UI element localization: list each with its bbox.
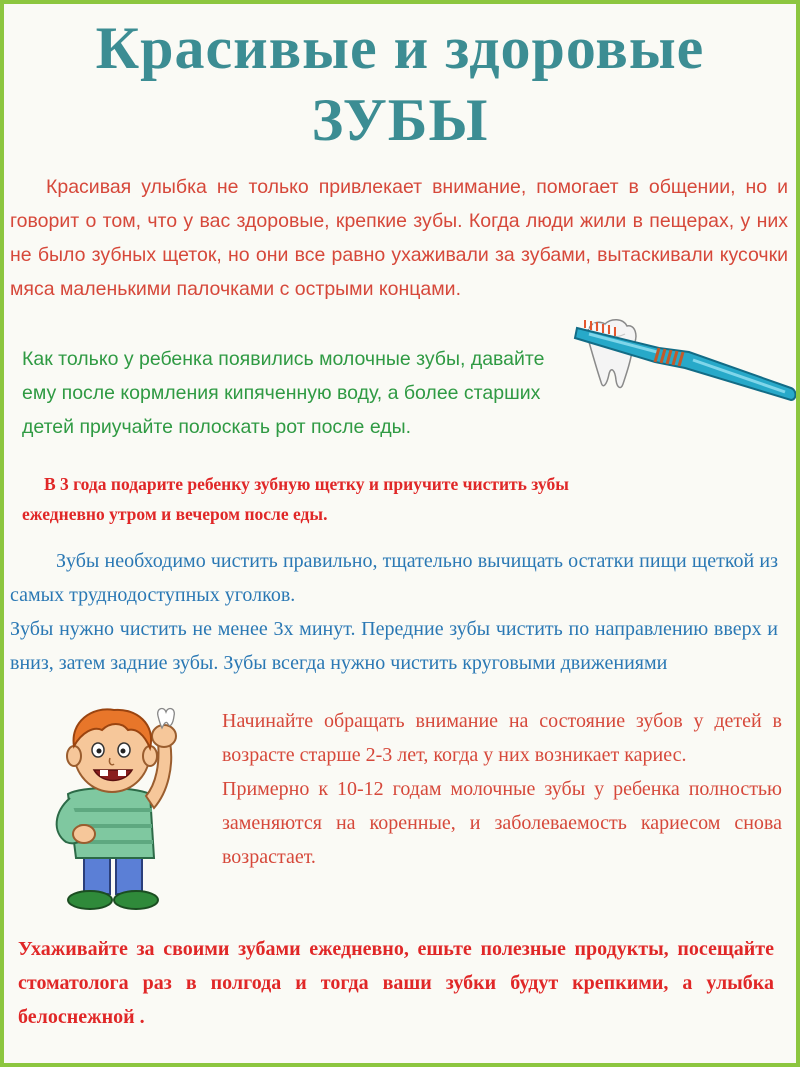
caries-line-2: Примерно к 10-12 годам молочные зубы у ребенка полностью заменяются на коренные, и заболеваемость кариесом снова возрастает. <box>222 778 782 868</box>
toothbrush-advice-line-1: В 3 года подарите ребенку зубную щетку и приучите чистить зубы <box>44 474 569 494</box>
caries-line-1: Начинайте обращать внимание на состояние зубов у детей в возрасте старше 2-3 лет, когда у них возникает кариес. <box>222 710 782 766</box>
boy-illustration <box>32 702 212 917</box>
intro-paragraph: Красивая улыбка не только привлекает внимание, помогает в общении, но и говорит о том, что у вас здоровые, крепкие зубы. Когда люди жили в пещерах, у них не было зубных щеток, но они все равно ухаживали за зубами, вытаскивали кусочки мяса маленькими палочками с острыми концами. <box>10 176 788 300</box>
page-title <box>4 12 796 156</box>
title-line-1: Красивые и здоровые <box>95 15 705 81</box>
toothbrush-advice <box>22 469 762 529</box>
cleaning-line-2: Зубы нужно чистить не менее 3х минут. Передние зубы чистить по направлению вверх и вниз, затем задние зубы. Зубы всегда нужно чистить круговыми движениями <box>10 618 778 674</box>
milk-teeth-paragraph: Как только у ребенка появились молочные зубы, давайте ему после кормления кипяченную воду, а более старших детей приучайте полоскать рот после еды. <box>22 348 545 438</box>
caries-paragraph <box>222 704 782 874</box>
toothbrush-advice-line-2: ежедневно утром и вечером после еды. <box>22 504 328 524</box>
final-advice: Ухаживайте за своими зубами ежедневно, ешьте полезные продукты, посещайте стоматолога раз в полгода и тогда ваши зубки будут крепкими, а улыбка белоснежной . <box>18 938 774 1028</box>
cleaning-line-1: Зубы необходимо чистить правильно, тщательно вычищать остатки пищи щеткой из самых труднодоступных уголков. <box>10 550 778 606</box>
toothbrush-illustration <box>569 304 799 414</box>
title-line-2: ЗУБЫ <box>311 87 489 153</box>
cleaning-paragraph <box>10 544 778 680</box>
